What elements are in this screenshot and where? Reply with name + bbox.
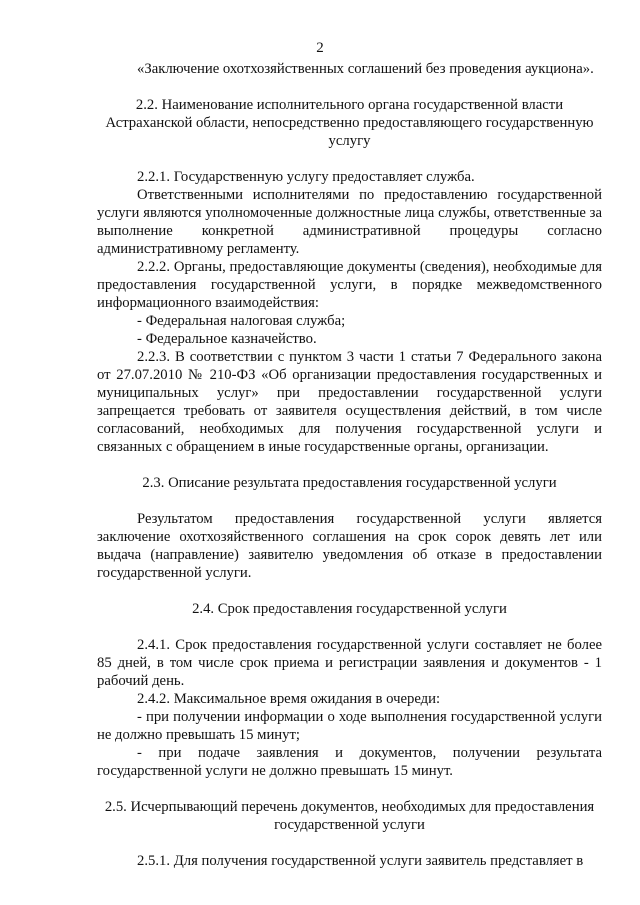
section-2-2-heading: 2.2. Наименование исполнительного органа государственной власти Астраханской области, непосредственно предоставляющего государственную услугу	[105, 97, 594, 149]
paragraph-2-2-1-responsible: Ответственными исполнителями по предоставлению государственной услуги являются уполномоченные должностные лица службы, ответственные за выполнение конкретной административной процедуры согласно административному регламенту.	[97, 187, 602, 257]
document-body	[97, 60, 602, 870]
paragraph-2-4-2-submit: - при подаче заявления и документов, получении результата государственной услуги не должно превышать 15 минут.	[97, 745, 602, 779]
paragraph-2-5-1: 2.5.1. Для получения государственной услуги заявитель представляет в	[137, 853, 584, 869]
list-item-treasury: - Федеральное казначейство.	[137, 331, 317, 347]
paragraph-2-2-3: 2.2.3. В соответствии с пунктом 3 части 1 статьи 7 Федерального закона от 27.07.2010 № 210-ФЗ «Об организации предоставления государственных и муниципальных услуг» при предоставлении государственной услуги запрещается требовать от заявителя осуществления действий, в том числе согласований, необходимых для получения государственной услуги и связанных с обращением в иные государственные органы, организации.	[97, 349, 602, 455]
lead-line: «Заключение охотхозяйственных соглашений без проведения аукциона».	[137, 61, 594, 77]
section-2-5-heading: 2.5. Исчерпывающий перечень документов, необходимых для предоставления государственной услуги	[104, 799, 595, 833]
paragraph-2-2-1: 2.2.1. Государственную услугу предоставляет служба.	[137, 169, 475, 185]
list-item-tax-service: - Федеральная налоговая служба;	[137, 313, 346, 329]
paragraph-2-3-result: Результатом предоставления государственной услуги является заключение охотхозяйственного соглашения на срок сорок девять лет или выдача (направление) заявителю уведомления об отказе в предоставлении государственной услуги.	[97, 511, 602, 581]
paragraph-2-4-1: 2.4.1. Срок предоставления государственной услуги составляет не более 85 дней, в том числе срок приема и регистрации заявления и документов - 1 рабочий день.	[97, 637, 602, 689]
section-2-3-heading: 2.3. Описание результата предоставления государственной услуги	[142, 475, 557, 491]
page-number: 2	[316, 40, 324, 56]
section-2-4-heading: 2.4. Срок предоставления государственной услуги	[192, 601, 507, 617]
paragraph-2-4-2-info: - при получении информации о ходе выполнения государственной услуги не должно превышать 15 минут;	[97, 709, 602, 743]
paragraph-2-2-2: 2.2.2. Органы, предоставляющие документы (сведения), необходимые для предоставления государственной услуги, в порядке межведомственного информационного взаимодействия:	[97, 259, 602, 311]
paragraph-2-4-2: 2.4.2. Максимальное время ожидания в очереди:	[137, 691, 441, 707]
